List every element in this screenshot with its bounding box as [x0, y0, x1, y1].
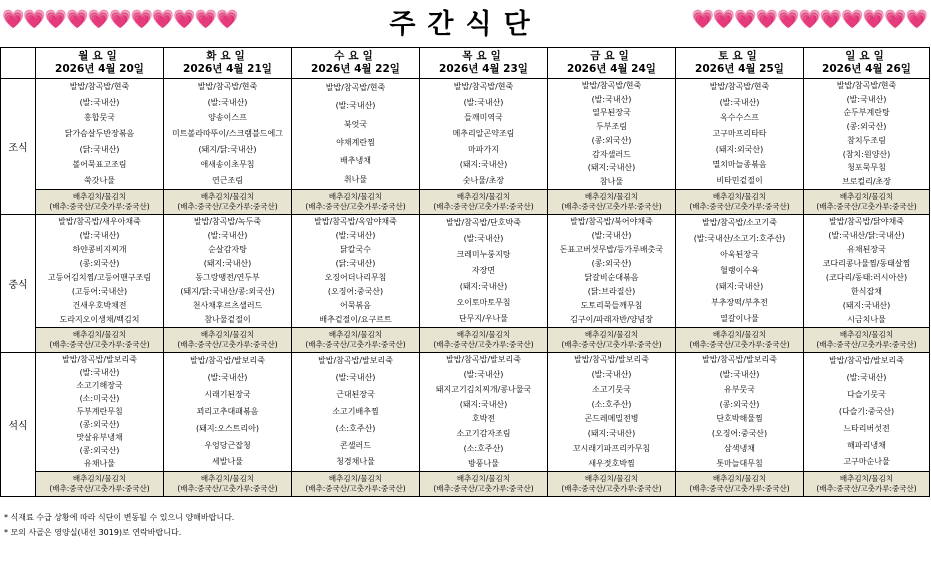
- menu-cell: [548, 353, 676, 472]
- menu-item: (고등어:국내산): [71, 287, 128, 296]
- menu-item: 들깨미역국: [464, 113, 503, 123]
- menu-item: (닭:브라질산): [587, 287, 636, 296]
- menu-item: (콩:외국산): [79, 259, 120, 268]
- corner-cell: [1, 48, 36, 79]
- menu-item: 발밥/참곡밥/발보리죽: [574, 355, 649, 365]
- kimchi-origin: (배추:중국산/고춧가루:중국산): [689, 340, 790, 349]
- menu-item: (발:국내산): [719, 370, 760, 380]
- day-date: 2026년 4월 23일: [439, 63, 528, 75]
- day-header: [548, 48, 676, 79]
- menu-item: 건새우호박채전: [72, 301, 127, 310]
- menu-item: 방풍나물: [468, 458, 499, 468]
- menu-cell: [548, 79, 676, 190]
- menu-item: 삼색냉채: [724, 443, 755, 453]
- note-line: * 식재료 수급 상황에 따라 식단이 변동될 수 있으니 양해바랍니다.: [4, 513, 235, 522]
- kimchi-label: 배추김치/물김치: [200, 330, 255, 339]
- menu-item: (콩:외국산): [846, 122, 887, 132]
- menu-item: 청경채나물: [336, 457, 375, 467]
- menu-item: 혈랭이수육: [720, 266, 759, 275]
- menu-item: (발:국내산): [79, 367, 120, 377]
- menu-item: (돼지:국내산): [459, 399, 508, 409]
- menu-item: 소고기감자조림: [456, 429, 511, 439]
- menu-item: (발:국내산): [719, 97, 760, 107]
- kimchi-cell: [164, 472, 292, 497]
- menu-item: 근대된장국: [336, 390, 375, 400]
- menu-item: 우엉당근잡청: [204, 440, 251, 450]
- day-name: 금요일: [590, 50, 633, 62]
- menu-item: (발:국내산): [207, 97, 248, 107]
- kimchi-cell: [804, 328, 930, 353]
- menu-cell: [164, 353, 292, 472]
- menu-item: 부추장떡/부추전: [711, 298, 768, 307]
- kimchi-cell: [36, 190, 164, 215]
- menu-item: (돼지:국내산): [587, 163, 636, 173]
- menu-item: 톳마늘대무침: [716, 458, 763, 468]
- menu-item: 발밥/참곡밥/현죽: [69, 81, 130, 91]
- menu-item: (발:국내산): [335, 373, 376, 383]
- menu-item: (콩:외국산): [591, 259, 632, 268]
- kimchi-label: 배추김치/물김치: [328, 474, 383, 483]
- kimchi-origin: (배추:중국산/고춧가루:중국산): [561, 202, 662, 211]
- menu-item: 돈표고버섯무밥/등가루배춧국: [559, 245, 664, 254]
- menu-item: 발밥/참곡밥/현죽: [836, 80, 897, 90]
- kimchi-label: 배추김치/물김치: [328, 330, 383, 339]
- kimchi-label: 배추김치/물김치: [712, 192, 767, 201]
- menu-item: (콩:외국산): [591, 135, 632, 145]
- note-line: * 모의 사골은 영양실(내선 3019)로 연락바랍니다.: [4, 528, 182, 537]
- menu-item: 발밥/참곡밥/발보리죽: [702, 355, 777, 365]
- menu-item: 숫나물/초장: [462, 176, 505, 186]
- kimchi-origin: (배추:중국산/고춧가루:중국산): [561, 484, 662, 493]
- menu-item: 시금치나물: [847, 315, 886, 324]
- menu-item: 발밥/참곡밥/옥암야채죽: [314, 217, 397, 226]
- day-name: 화요일: [206, 50, 249, 62]
- menu-item: 곤드레메밀전병: [584, 414, 639, 424]
- menu-cell: [164, 79, 292, 190]
- day-name: 일요일: [845, 50, 888, 62]
- menu-item: 배추냉채: [340, 156, 371, 166]
- menu-item: 소고기배추찜: [332, 406, 379, 416]
- kimchi-cell: [36, 328, 164, 353]
- hearts-decoration-left: 💗💗💗💗💗💗💗💗💗💗💗: [2, 9, 238, 30]
- menu-item: 브로컬리/초장: [841, 177, 892, 187]
- menu-item: 발밥/참곡밥/발보리죽: [190, 356, 265, 366]
- menu-item: 고구마순나물: [843, 457, 890, 467]
- kimchi-origin: (배추:중국산/고춧가루:중국산): [305, 202, 406, 211]
- menu-item: 발밥/참곡밥/북어야채죽: [570, 217, 653, 226]
- meal-label: 조식: [1, 79, 36, 215]
- kimchi-origin: (배추:중국산/고춧가루:중국산): [177, 340, 278, 349]
- kimchi-origin: (배추:중국산/고춧가루:중국산): [177, 484, 278, 493]
- menu-item: 도토리묵들깨무침: [580, 301, 643, 310]
- kimchi-cell: [292, 472, 420, 497]
- kimchi-cell: [292, 190, 420, 215]
- menu-item: 아욱된장국: [720, 250, 759, 259]
- menu-item: (돼지:국내산): [842, 301, 891, 310]
- kimchi-cell: [420, 328, 548, 353]
- menu-cell: [36, 79, 164, 190]
- menu-item: (발:국내산): [335, 101, 376, 111]
- menu-cell: [548, 215, 676, 328]
- menu-cell: [804, 215, 930, 328]
- kimchi-label: 배추김치/물김치: [712, 330, 767, 339]
- kimchi-origin: (배추:중국산/고춧가루:중국산): [49, 202, 150, 211]
- kimchi-label: 배추김치/물김치: [839, 474, 894, 483]
- menu-cell: [420, 215, 548, 328]
- menu-item: 순두부계란탕: [843, 108, 890, 118]
- kimchi-label: 배추김치/물김치: [72, 192, 127, 201]
- menu-item: 발밥/참곡밥/현죽: [325, 83, 386, 93]
- menu-item: 연근조림: [212, 176, 243, 186]
- menu-item: (돼지:국내산): [203, 259, 252, 268]
- menu-item: (콩:외국산): [79, 420, 120, 430]
- menu-item: (발:국내산): [207, 231, 248, 240]
- menu-item: 청포묵무침: [847, 163, 886, 173]
- menu-item: (코다리/동태:러시아산): [825, 273, 908, 282]
- menu-item: 미트볼라따뚜이/스크램블드에그: [172, 128, 283, 138]
- menu-item: 참나물겉절이: [204, 315, 251, 324]
- menu-item: 꼬시래기파프리카무침: [572, 443, 651, 453]
- day-date: 2026년 4월 26일: [822, 63, 911, 75]
- kimchi-cell: [548, 190, 676, 215]
- kimchi-label: 배추김치/물김치: [200, 474, 255, 483]
- menu-item: 발밥/참곡밥/소고기죽: [702, 218, 777, 227]
- kimchi-label: 배추김치/물김치: [328, 192, 383, 201]
- menu-item: 꾀리고추대패볶음: [196, 406, 259, 416]
- menu-item: (돼지:오스트리아): [195, 423, 260, 433]
- menu-item: 발밥/참곡밥/새우아채죽: [58, 217, 141, 226]
- kimchi-label: 배추김치/물김치: [839, 330, 894, 339]
- page-title: 주간식단: [389, 9, 542, 40]
- menu-item: 유채나물: [84, 459, 115, 469]
- menu-item: 시래기된장국: [204, 390, 251, 400]
- kimchi-label: 배추김치/물김치: [200, 192, 255, 201]
- kimchi-label: 배추김치/물김치: [584, 330, 639, 339]
- menu-cell: [420, 79, 548, 190]
- menu-item: 볼어묵표고조림: [72, 160, 127, 170]
- kimchi-origin: (배추:중국산/고춧가루:중국산): [433, 202, 534, 211]
- day-date: 2026년 4월 25일: [695, 63, 784, 75]
- menu-item: 메추리알곤약조림: [452, 128, 515, 138]
- kimchi-label: 배추김치/물김치: [456, 474, 511, 483]
- menu-item: 순살감자탕: [208, 245, 247, 254]
- menu-item: 고등어김치찜/고등어맨구조림: [47, 273, 152, 282]
- menu-item: 발밥/참곡밥/발보리죽: [829, 356, 904, 366]
- menu-item: 오이토마토무침: [456, 298, 511, 307]
- menu-item: 야채계란찜: [336, 138, 375, 148]
- kimchi-label: 배추김치/물김치: [456, 330, 511, 339]
- menu-item: 발밥/참곡밥/현죽: [581, 80, 642, 90]
- kimchi-label: 배추김치/물김치: [712, 474, 767, 483]
- hearts-decoration-right: 💗💗💗💗💗💗💗💗💗💗💗: [691, 9, 927, 30]
- kimchi-origin: (배추:중국산/고춧가루:중국산): [49, 484, 150, 493]
- day-name: 목요일: [462, 50, 505, 62]
- menu-cell: [164, 215, 292, 328]
- kimchi-cell: [548, 328, 676, 353]
- menu-item: (발:국내산/닭:국내산): [828, 231, 905, 240]
- menu-item: 쑥갓나물: [84, 176, 115, 186]
- menu-item: 발밥/참곡밥/발보리죽: [62, 354, 137, 364]
- menu-item: 도라지오이생채/백김치: [59, 315, 140, 324]
- menu-item: 한식잡채: [851, 287, 882, 296]
- menu-item: (발:국내산): [207, 373, 248, 383]
- kimchi-cell: [548, 472, 676, 497]
- menu-item: 호박전: [471, 414, 496, 424]
- menu-item: (돼지:국내산): [459, 282, 508, 291]
- menu-item: (닭:국내산): [79, 144, 120, 154]
- kimchi-cell: [164, 328, 292, 353]
- day-date: 2026년 4월 24일: [567, 63, 656, 75]
- menu-item: (소:호주산): [591, 399, 632, 409]
- day-header: [420, 48, 548, 79]
- menu-item: 마파가지: [468, 144, 499, 154]
- menu-cell: [36, 215, 164, 328]
- menu-item: (소:호주산): [335, 423, 376, 433]
- kimchi-origin: (배추:중국산/고춧가루:중국산): [816, 484, 917, 493]
- kimchi-cell: [292, 328, 420, 353]
- menu-item: 발밥/참곡밥/단호박죽: [446, 218, 521, 227]
- menu-item: (발:국내산): [335, 231, 376, 240]
- kimchi-cell: [420, 472, 548, 497]
- menu-item: 새우젓호박찜: [588, 458, 635, 468]
- menu-item: (돼지:국내산): [459, 160, 508, 170]
- day-name: 토요일: [718, 50, 761, 62]
- menu-item: (콩:외국산): [719, 399, 760, 409]
- menu-item: 닭갈비순대볶음: [584, 273, 639, 282]
- menu-item: (돼지/닭:국내산): [198, 144, 257, 154]
- kimchi-label: 배추김치/물김치: [584, 474, 639, 483]
- menu-item: 발밥/참곡밥/발보리죽: [446, 355, 521, 365]
- kimchi-origin: (배추:중국산/고춧가루:중국산): [177, 202, 278, 211]
- menu-item: 애새송이초무침: [200, 160, 255, 170]
- menu-item: 열무된장국: [592, 108, 631, 118]
- kimchi-cell: [36, 472, 164, 497]
- menu-item: 크레미누룽지탕: [456, 250, 511, 259]
- menu-item: 고구마프리타타: [712, 128, 767, 138]
- menu-item: (발:국내산): [846, 373, 887, 383]
- kimchi-origin: (배추:중국산/고춧가루:중국산): [561, 340, 662, 349]
- kimchi-cell: [676, 190, 804, 215]
- menu-item: (발:국내산): [79, 97, 120, 107]
- title-bar: [0, 0, 931, 40]
- menu-item: (돼지:외국산): [715, 144, 764, 154]
- menu-item: 두부조림: [596, 122, 627, 132]
- day-date: 2026년 4월 22일: [311, 63, 400, 75]
- menu-item: 동그랑땡전/연두부: [195, 273, 260, 282]
- menu-item: 북엇국: [343, 119, 368, 129]
- menu-item: 감자샐러드: [592, 149, 631, 159]
- day-header: [804, 48, 930, 79]
- menu-item: (발:국내산): [846, 94, 887, 104]
- kimchi-cell: [676, 328, 804, 353]
- kimchi-label: 배추김치/물김치: [72, 330, 127, 339]
- kimchi-origin: (배추:중국산/고춧가루:중국산): [816, 340, 917, 349]
- menu-item: 취나물: [343, 174, 368, 184]
- kimchi-cell: [676, 472, 804, 497]
- menu-cell: [676, 353, 804, 472]
- menu-item: (소:호주산): [463, 443, 504, 453]
- menu-item: (돼지/닭:국내산/콩:외국산): [180, 287, 275, 296]
- menu-item: 단무지/우나물: [458, 314, 509, 323]
- kimchi-label: 배추김치/물김치: [72, 474, 127, 483]
- menu-item: 두부계란무침: [76, 406, 123, 416]
- menu-item: 유부뭇국: [724, 384, 755, 394]
- menu-item: 하얀콩비지찌개: [72, 245, 127, 254]
- kimchi-origin: (배추:중국산/고춧가루:중국산): [433, 340, 534, 349]
- menu-item: 닭칼국수: [340, 245, 371, 254]
- day-header: [292, 48, 420, 79]
- menu-item: (돼지:국내산): [587, 429, 636, 439]
- kimchi-cell: [420, 190, 548, 215]
- menu-item: (돼지:국내산): [715, 282, 764, 291]
- menu-item: (발:국내산): [591, 94, 632, 104]
- kimchi-label: 배추김치/물김치: [839, 192, 894, 201]
- day-header: [36, 48, 164, 79]
- menu-item: (콩:외국산): [79, 446, 120, 456]
- kimchi-origin: (배추:중국산/고춧가루:중국산): [305, 484, 406, 493]
- kimchi-cell: [164, 190, 292, 215]
- menu-item: (다슬기:중국산): [838, 406, 895, 416]
- menu-item: 맛살유부냉채: [76, 433, 123, 443]
- menu-item: 발밥/참곡밥/녹두죽: [193, 217, 262, 226]
- menu-item: 오징어더나리무침: [324, 273, 387, 282]
- menu-item: 발밥/참곡밥/현죽: [197, 81, 258, 91]
- menu-item: (발:국내산): [591, 370, 632, 380]
- menu-item: (발:국내산): [463, 370, 504, 380]
- kimchi-origin: (배추:중국산/고춧가루:중국산): [49, 340, 150, 349]
- notes: [4, 510, 234, 540]
- menu-item: 홍합뭇국: [84, 113, 115, 123]
- menu-item: (소:미국산): [79, 393, 120, 403]
- kimchi-origin: (배추:중국산/고춧가루:중국산): [816, 202, 917, 211]
- menu-item: 천사채후르츠샐러드: [192, 301, 263, 310]
- menu-item: 발밥/참곡밥/닭야채죽: [829, 217, 904, 226]
- menu-cell: [292, 215, 420, 328]
- kimchi-cell: [804, 190, 930, 215]
- menu-item: 세발나물: [212, 457, 243, 467]
- menu-cell: [292, 79, 420, 190]
- menu-cell: [292, 353, 420, 472]
- menu-item: 해파리냉채: [847, 440, 886, 450]
- menu-item: (발:국내산): [463, 234, 504, 243]
- menu-cell: [804, 353, 930, 472]
- menu-item: 열갈이나물: [720, 314, 759, 323]
- menu-cell: [36, 353, 164, 472]
- kimchi-origin: (배추:중국산/고춧가루:중국산): [689, 484, 790, 493]
- menu-item: (닭:국내산): [335, 259, 376, 268]
- menu-item: 느타리버섯전: [843, 423, 890, 433]
- kimchi-label: 배추김치/물김치: [456, 192, 511, 201]
- menu-item: (발:국내산): [463, 97, 504, 107]
- menu-item: 소고기해장국: [76, 380, 123, 390]
- day-header: [676, 48, 804, 79]
- menu-item: 돼지고기김치찌개/콩나물국: [435, 384, 532, 394]
- menu-item: 단호박해물찜: [716, 414, 763, 424]
- kimchi-cell: [804, 472, 930, 497]
- kimchi-origin: (배추:중국산/고춧가루:중국산): [433, 484, 534, 493]
- meal-label: 석식: [1, 353, 36, 497]
- menu-cell: [676, 79, 804, 190]
- menu-item: 닭가슴살두반장볶음: [64, 128, 135, 138]
- day-name: 수요일: [334, 50, 377, 62]
- menu-item: 멸치마늘종볶음: [712, 160, 767, 170]
- menu-item: 김구이/파래자반/양념장: [570, 315, 653, 324]
- menu-cell: [420, 353, 548, 472]
- menu-cell: [804, 79, 930, 190]
- menu-item: 비타민겉절이: [716, 176, 763, 186]
- menu-item: 자장면: [471, 266, 496, 275]
- menu-item: 양송이스프: [208, 113, 247, 123]
- menu-item: (발:국내산): [79, 231, 120, 240]
- meal-label: 중식: [1, 215, 36, 353]
- day-name: 월요일: [78, 50, 121, 62]
- kimchi-origin: (배추:중국산/고춧가루:중국산): [689, 202, 790, 211]
- day-header: [164, 48, 292, 79]
- menu-item: (발:국내산/소고기:호주산): [693, 234, 786, 243]
- day-date: 2026년 4월 20일: [55, 63, 144, 75]
- day-date: 2026년 4월 21일: [183, 63, 272, 75]
- menu-item: 발밥/참곡밥/현죽: [709, 81, 770, 91]
- menu-item: 참나물: [599, 177, 624, 187]
- menu-item: 어묵볶음: [340, 301, 371, 310]
- menu-item: 옥수수스프: [720, 113, 759, 123]
- menu-item: 소고기뭇국: [592, 384, 631, 394]
- weekly-menu-table: [0, 47, 930, 497]
- menu-cell: [676, 215, 804, 328]
- menu-item: 발밥/참곡밥/현죽: [453, 81, 514, 91]
- menu-item: 콘샐러드: [340, 440, 371, 450]
- menu-item: 발밥/참곡밥/발보리죽: [318, 356, 393, 366]
- menu-item: (발:국내산): [591, 231, 632, 240]
- menu-item: (오징어:중국산): [327, 287, 384, 296]
- menu-item: 코다리콩나물찜/동태살찜: [822, 259, 911, 268]
- kimchi-origin: (배추:중국산/고춧가루:중국산): [305, 340, 406, 349]
- menu-item: (오징어:중국산): [711, 429, 768, 439]
- menu-item: 유채된장국: [847, 245, 886, 254]
- kimchi-label: 배추김치/물김치: [584, 192, 639, 201]
- menu-item: 배추겉절이/요구르트: [319, 315, 392, 324]
- menu-item: (참치:원양산): [842, 149, 891, 159]
- menu-item: 참치두조림: [847, 135, 886, 145]
- menu-item: 다슬기뭇국: [847, 390, 886, 400]
